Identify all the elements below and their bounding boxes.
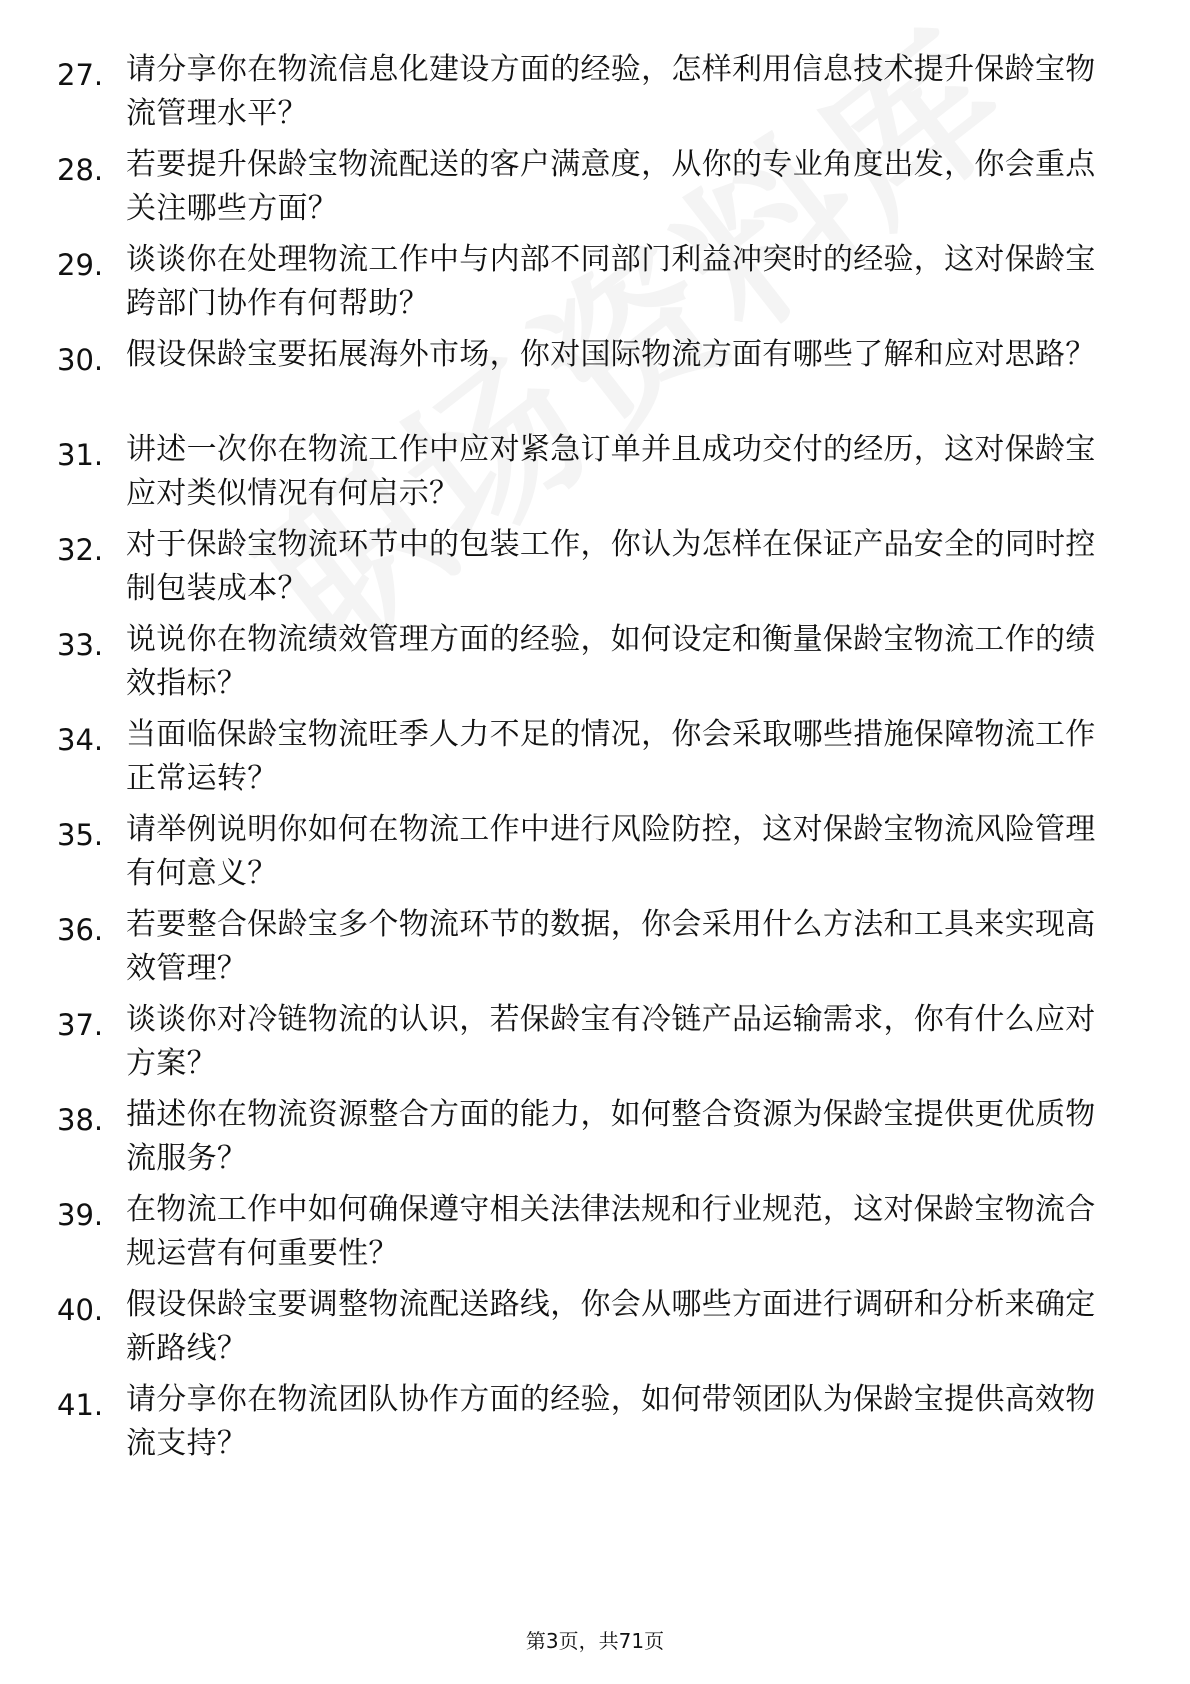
question-item [0, 238, 1190, 333]
question-item [0, 1188, 1190, 1283]
question-text: 假设保龄宝要拓展海外市场，你对国际物流方面有哪些了解和应对思路？ [126, 337, 1096, 372]
question-number: 33. [57, 628, 104, 662]
question-number: 41. [57, 1388, 104, 1422]
question-text: 若要整合保龄宝多个物流环节的数据，你会采用什么方法和工具来实现高效管理？ [126, 907, 1096, 986]
question-number: 37. [57, 1008, 104, 1042]
page-number: 第3页，共71页 [525, 1629, 665, 1653]
question-item [0, 523, 1190, 618]
question-list [0, 48, 1190, 1473]
question-text: 说说你在物流绩效管理方面的经验，如何设定和衡量保龄宝物流工作的绩效指标？ [126, 622, 1096, 701]
question-item [0, 713, 1190, 808]
question-number: 27. [57, 58, 104, 92]
question-text: 若要提升保龄宝物流配送的客户满意度，从你的专业角度出发，你会重点关注哪些方面？ [126, 147, 1096, 226]
question-item [0, 1093, 1190, 1188]
question-text: 在物流工作中如何确保遵守相关法律法规和行业规范，这对保龄宝物流合规运营有何重要性？ [126, 1192, 1096, 1271]
question-text: 假设保龄宝要调整物流配送路线，你会从哪些方面进行调研和分析来确定新路线？ [126, 1287, 1096, 1366]
question-number: 39. [57, 1198, 104, 1232]
question-number: 34. [57, 723, 104, 757]
question-text: 描述你在物流资源整合方面的能力，如何整合资源为保龄宝提供更优质物流服务？ [126, 1097, 1096, 1176]
question-number: 32. [57, 533, 104, 567]
page-footer [0, 1627, 1190, 1655]
question-number: 30. [57, 343, 104, 377]
question-text: 谈谈你对冷链物流的认识，若保龄宝有冷链产品运输需求，你有什么应对方案？ [126, 1002, 1096, 1081]
question-text: 请举例说明你如何在物流工作中进行风险防控，这对保龄宝物流风险管理有何意义？ [126, 812, 1096, 891]
question-number: 29. [57, 248, 104, 282]
question-item [0, 618, 1190, 713]
question-item [0, 1378, 1190, 1473]
question-item [0, 143, 1190, 238]
question-item [0, 428, 1190, 523]
question-item [0, 903, 1190, 998]
question-item [0, 998, 1190, 1093]
question-item [0, 333, 1190, 428]
question-text: 谈谈你在处理物流工作中与内部不同部门利益冲突时的经验，这对保龄宝跨部门协作有何帮助？ [126, 242, 1096, 321]
question-number: 35. [57, 818, 104, 852]
question-text: 对于保龄宝物流环节中的包装工作，你认为怎样在保证产品安全的同时控制包装成本？ [126, 527, 1096, 606]
question-text: 请分享你在物流信息化建设方面的经验，怎样利用信息技术提升保龄宝物流管理水平？ [126, 52, 1096, 131]
question-item [0, 808, 1190, 903]
question-number: 31. [57, 438, 104, 472]
question-number: 38. [57, 1103, 104, 1137]
question-text: 请分享你在物流团队协作方面的经验，如何带领团队为保龄宝提供高效物流支持？ [126, 1382, 1096, 1461]
question-item [0, 1283, 1190, 1378]
question-number: 40. [57, 1293, 104, 1327]
question-number: 28. [57, 153, 104, 187]
question-item [0, 48, 1190, 143]
question-text: 讲述一次你在物流工作中应对紧急订单并且成功交付的经历，这对保龄宝应对类似情况有何启示？ [126, 432, 1096, 511]
question-number: 36. [57, 913, 104, 947]
question-text: 当面临保龄宝物流旺季人力不足的情况，你会采取哪些措施保障物流工作正常运转？ [126, 717, 1096, 796]
